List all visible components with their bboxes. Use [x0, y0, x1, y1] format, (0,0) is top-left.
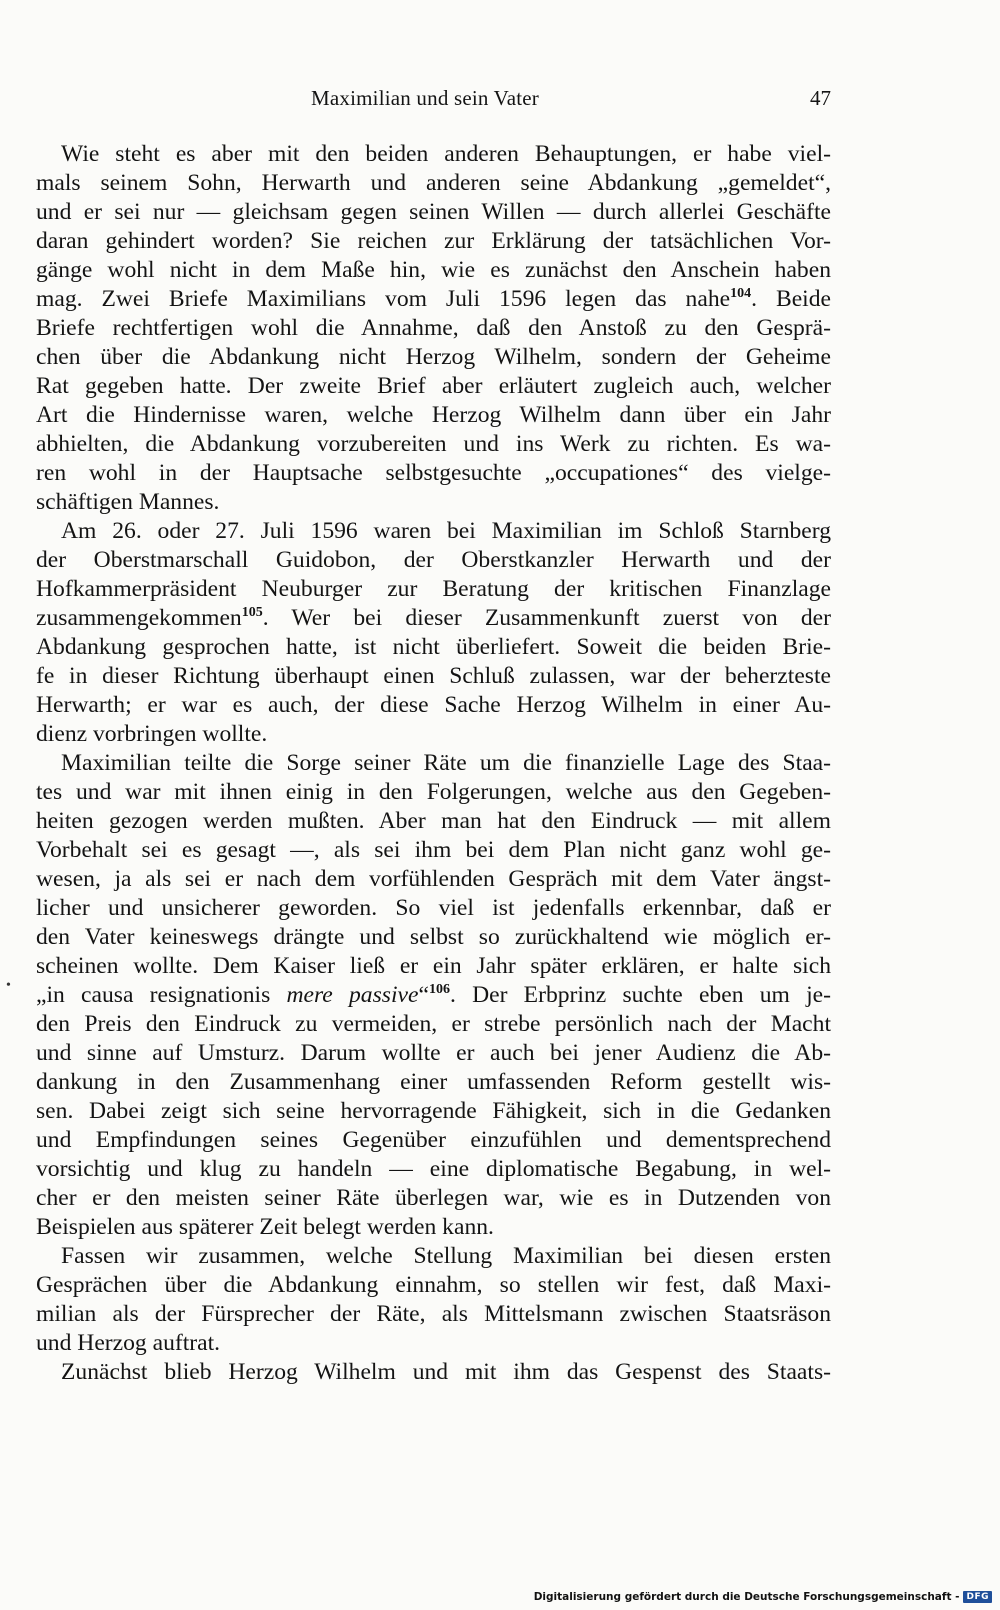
- line-text: gänge wohl nicht in dem Maße hin, wie es zunächst den Anschein haben: [36, 257, 831, 283]
- text-line: [36, 1184, 831, 1213]
- page-number: 47: [810, 86, 831, 110]
- line-text: milian als der Fürsprecher der Räte, als Mittelsmann zwischen Staatsräson: [36, 1301, 831, 1327]
- text-line: [36, 575, 831, 604]
- line-text: Art die Hindernisse waren, welche Herzog Wilhelm dann über ein Jahr: [36, 402, 831, 428]
- line-text: und er sei nur — gleichsam gegen seinen Willen — durch allerlei Geschäfte: [36, 199, 831, 225]
- text-line: [36, 401, 831, 430]
- footer-credit-text: Digitalisierung gefördert durch die Deutsche Forschungsgemeinschaft -: [533, 1591, 960, 1603]
- dfg-logo: DFG: [963, 1591, 992, 1603]
- line-text: heiten gezogen werden mußten. Aber man hat den Eindruck — mit allem: [36, 808, 831, 834]
- text-line: [36, 198, 831, 227]
- line-text: der Oberstmarschall Guidobon, der Oberstkanzler Herwarth und der: [36, 547, 831, 573]
- running-title: Maximilian und sein Vater: [311, 86, 539, 110]
- text-line: [36, 1329, 831, 1358]
- line-text: Am 26. oder 27. Juli 1596 waren bei Maximilian im Schloß Starnberg: [61, 518, 831, 544]
- line-italic: mere passive: [286, 982, 419, 1008]
- line-text: wesen, ja als sei er nach dem vorfühlenden Gespräch mit dem Vater ängst-: [36, 866, 831, 892]
- line-text: cher er den meisten seiner Räte überlegen war, wie es in Dutzenden von: [36, 1185, 831, 1211]
- line-text: dienz vorbringen wollte.: [36, 721, 268, 747]
- line-text: abhielten, die Abdankung vorzubereiten und ins Werk zu richten. Es wa-: [36, 431, 831, 457]
- line-text: scheinen wollte. Dem Kaiser ließ er ein Jahr später erklären, er halte sich: [36, 953, 831, 979]
- line-text: zusammengekommen: [36, 605, 242, 631]
- text-line: [36, 981, 831, 1010]
- line-text: Vorbehalt sei es gesagt —, als sei ihm bei dem Plan nicht ganz wohl ge-: [36, 837, 831, 863]
- text-line: [36, 343, 831, 372]
- footnote-ref[interactable]: 104: [730, 286, 752, 301]
- text-line: [36, 1126, 831, 1155]
- text-line: [36, 140, 831, 169]
- line-text: schäftigen Mannes.: [36, 489, 220, 515]
- line-text: dankung in den Zusammenhang einer umfassenden Reform gestellt wis-: [36, 1069, 831, 1095]
- line-text: Hofkammerpräsident Neuburger zur Beratung der kritischen Finanzlage: [36, 576, 831, 602]
- text-line: [36, 1010, 831, 1039]
- text-line: [36, 169, 831, 198]
- line-text: vorsichtig und klug zu handeln — eine diplomatische Begabung, in wel-: [36, 1156, 831, 1182]
- line-text: Beispielen aus späterer Zeit belegt werden kann.: [36, 1214, 494, 1240]
- text-line: [36, 1097, 831, 1126]
- line-text: Abdankung gesprochen hatte, ist nicht überliefert. Soweit die beiden Brie-: [36, 634, 831, 660]
- text-line: [36, 807, 831, 836]
- line-after-italic: “: [418, 982, 429, 1008]
- text-line: [36, 285, 831, 314]
- footnote-ref[interactable]: 105: [241, 605, 263, 620]
- text-line: [36, 372, 831, 401]
- line-text: sen. Dabei zeigt sich seine hervorragende Fähigkeit, sich in die Gedanken: [36, 1098, 831, 1124]
- line-text: Herwarth; er war es auch, der diese Sache Herzog Wilhelm in einer Au-: [36, 692, 831, 718]
- line-text: Rat gegeben hatte. Der zweite Brief aber erläutert zugleich auch, welcher: [36, 373, 831, 399]
- text-line: [36, 633, 831, 662]
- line-text: mag. Zwei Briefe Maximilians vom Juli 1596 legen das nahe: [36, 286, 731, 312]
- text-line: [36, 1242, 831, 1271]
- line-text: und Empfindungen seines Gegenüber einzufühlen und dementsprechend: [36, 1127, 831, 1153]
- line-text: den Preis den Eindruck zu vermeiden, er strebe persönlich nach der Macht: [36, 1011, 831, 1037]
- line-text: und sinne auf Umsturz. Darum wollte er auch bei jener Audienz die Ab-: [36, 1040, 831, 1066]
- footnote-ref[interactable]: 106: [428, 982, 450, 997]
- line-text: ren wohl in der Hauptsache selbstgesuchte „occupationes“ des vielge-: [36, 460, 831, 486]
- text-line: [36, 488, 831, 517]
- line-text: und Herzog auftrat.: [36, 1330, 221, 1356]
- line-text-after: . Wer bei dieser Zusammenkunft zuerst von der: [262, 605, 831, 631]
- text-line: [36, 546, 831, 575]
- line-text: fe in dieser Richtung überhaupt einen Schluß zulassen, war der beherzteste: [36, 663, 831, 689]
- line-text: Wie steht es aber mit den beiden anderen Behauptungen, er habe viel-: [61, 141, 831, 167]
- text-line: [36, 836, 831, 865]
- footer-credit: [534, 1588, 992, 1606]
- line-text: mals seinem Sohn, Herwarth und anderen seine Abdankung „gemeldet“,: [36, 170, 831, 196]
- line-text: chen über die Abdankung nicht Herzog Wilhelm, sondern der Geheime: [36, 344, 831, 370]
- line-text: den Vater keineswegs drängte und selbst so zurückhaltend wie möglich er-: [36, 924, 831, 950]
- text-line: [36, 517, 831, 546]
- text-line: [36, 256, 831, 285]
- text-line: [36, 749, 831, 778]
- text-line: [36, 1213, 831, 1242]
- text-line: [36, 894, 831, 923]
- line-text: tes und war mit ihnen einig in den Folgerungen, welche aus den Gegeben-: [36, 779, 831, 805]
- line-text: Fassen wir zusammen, welche Stellung Maximilian bei diesen ersten: [61, 1243, 831, 1269]
- line-text: Briefe rechtfertigen wohl die Annahme, daß den Anstoß zu den Gesprä-: [36, 315, 831, 341]
- running-header: [36, 86, 831, 116]
- text-line: [36, 720, 831, 749]
- text-line: [36, 459, 831, 488]
- line-text: „in causa resignationis: [36, 982, 287, 1008]
- text-line: [36, 1358, 831, 1387]
- text-line: [36, 1039, 831, 1068]
- line-text: daran gehindert worden? Sie reichen zur Erklärung der tatsächlichen Vor-: [36, 228, 831, 254]
- line-text: licher und unsicherer geworden. So viel ist jedenfalls erkennbar, daß er: [36, 895, 831, 921]
- text-line: [36, 227, 831, 256]
- text-line: [36, 662, 831, 691]
- text-line: [36, 952, 831, 981]
- line-text: Gesprächen über die Abdankung einnahm, so stellen wir fest, daß Maxi-: [36, 1272, 831, 1298]
- text-line: [36, 778, 831, 807]
- text-line: [36, 923, 831, 952]
- margin-dot: •: [6, 978, 11, 993]
- text-line: [36, 430, 831, 459]
- line-text-after: . Beide: [751, 286, 831, 312]
- text-line: [36, 1155, 831, 1184]
- body-text: [36, 140, 831, 1387]
- text-line: [36, 865, 831, 894]
- line-text-after: . Der Erbprinz suchte eben um je-: [449, 982, 831, 1008]
- text-line: [36, 1068, 831, 1097]
- line-text: Maximilian teilte die Sorge seiner Räte um die finanzielle Lage des Staa-: [61, 750, 831, 776]
- line-text: Zunächst blieb Herzog Wilhelm und mit ihm das Gespenst des Staats-: [61, 1359, 831, 1385]
- text-line: [36, 1271, 831, 1300]
- text-line: [36, 1300, 831, 1329]
- text-line: [36, 691, 831, 720]
- text-line: [36, 604, 831, 633]
- text-line: [36, 314, 831, 343]
